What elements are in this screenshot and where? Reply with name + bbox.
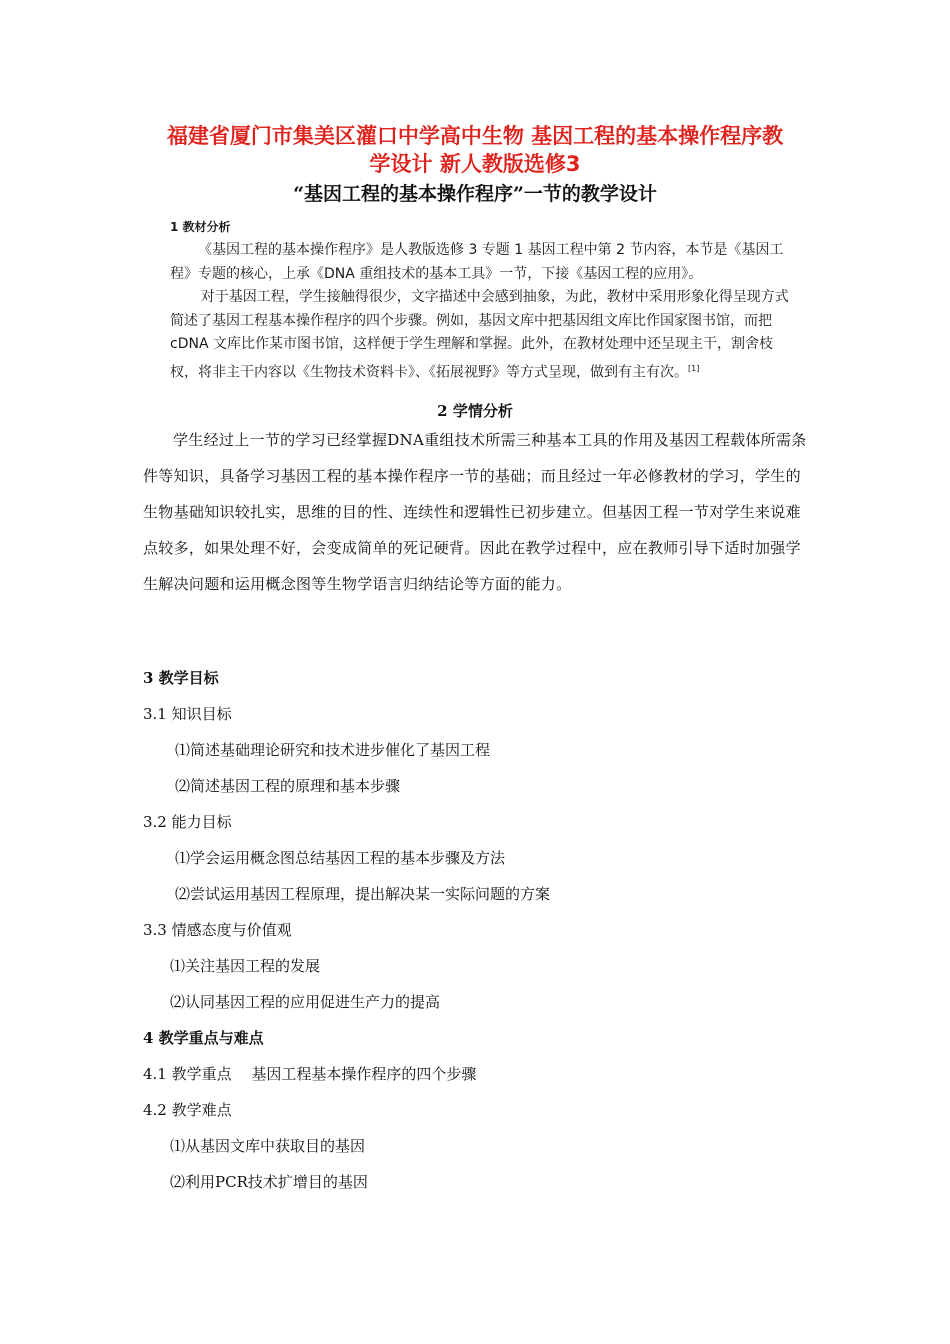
- section-4-2-heading: 4.2 教学难点: [143, 1101, 232, 1119]
- section-3-2-heading: 3.2 能力目标: [143, 813, 232, 831]
- textbook-analysis-section: [170, 218, 790, 385]
- section-3-heading: 3 教学目标: [143, 669, 219, 687]
- document-title-line-2: 学设计 新人教版选修3: [369, 152, 581, 176]
- attitude-goal-item: ⑵认同基因工程的应用促进生产力的提高: [170, 993, 441, 1011]
- section-1-paragraph-2: 对于基因工程，学生接触得很少，文字描述中会感到抽象，为此，教材中采用形象化得呈现方式简述了基因工程基本操作程序的四个步骤。例如，基因文库中把基因组文库比作国家图书馆，而把 cDNA 文库比作某市图书馆，这样便于学生理解和掌握。此外，在教材处理中还呈现主干，割舍枝杈，将非主干内容以《生物技术资料卡》、《拓展视野》等方式呈现，做到有主有次。: [170, 289, 789, 381]
- section-1-paragraph-1: 《基因工程的基本操作程序》是人教版选修 3 专题 1 基因工程中第 2 节内容，本节是《基因工程》专题的核心，上承《DNA 重组技术的基本工具》一节，下接《基因工程的应用》。: [170, 242, 784, 282]
- section-3-1-heading: 3.1 知识目标: [143, 705, 232, 723]
- section-2-paragraph: 学生经过上一节的学习已经掌握DNA重组技术所需三种基本工具的作用及基因工程载体所需条件等知识，具备学习基因工程的基本操作程序一节的基础；而且经过一年必修教材的学习，学生的生物基础知识较扎实，思维的目的性、连续性和逻辑性已初步建立。但基因工程一节对学生来说难点较多，如果处理不好，会变成简单的死记硬背。因此在教学过程中，应在教师引导下适时加强学生解决问题和运用概念图等生物学语言归纳结论等方面的能力。: [143, 431, 807, 593]
- knowledge-goal-item: ⑵简述基因工程的原理和基本步骤: [175, 777, 401, 795]
- knowledge-goal-item: ⑴简述基础理论研究和技术进步催化了基因工程: [175, 741, 491, 759]
- key-point-line: 4.1 教学重点 基因工程基本操作程序的四个步骤: [143, 1065, 477, 1083]
- citation-marker: [1]: [688, 363, 700, 373]
- section-2-heading: 2 学情分析: [437, 402, 513, 420]
- section-4-heading: 4 教学重点与难点: [143, 1029, 264, 1047]
- section-3-3-heading: 3.3 情感态度与价值观: [143, 921, 292, 939]
- difficulty-item: ⑵利用PCR技术扩增目的基因: [170, 1173, 368, 1191]
- document-title: [120, 122, 830, 178]
- ability-goal-item: ⑵尝试运用基因工程原理，提出解决某一实际问题的方案: [175, 885, 551, 903]
- document-subtitle: “基因工程的基本操作程序”一节的教学设计: [293, 183, 657, 205]
- section-1-heading: 1 教材分析: [170, 220, 231, 234]
- attitude-goal-item: ⑴关注基因工程的发展: [170, 957, 321, 975]
- ability-goal-item: ⑴学会运用概念图总结基因工程的基本步骤及方法: [175, 849, 506, 867]
- document-title-line-1: 福建省厦门市集美区灌口中学高中生物 基因工程的基本操作程序教: [166, 124, 784, 148]
- difficulty-item: ⑴从基因文库中获取目的基因: [170, 1137, 366, 1155]
